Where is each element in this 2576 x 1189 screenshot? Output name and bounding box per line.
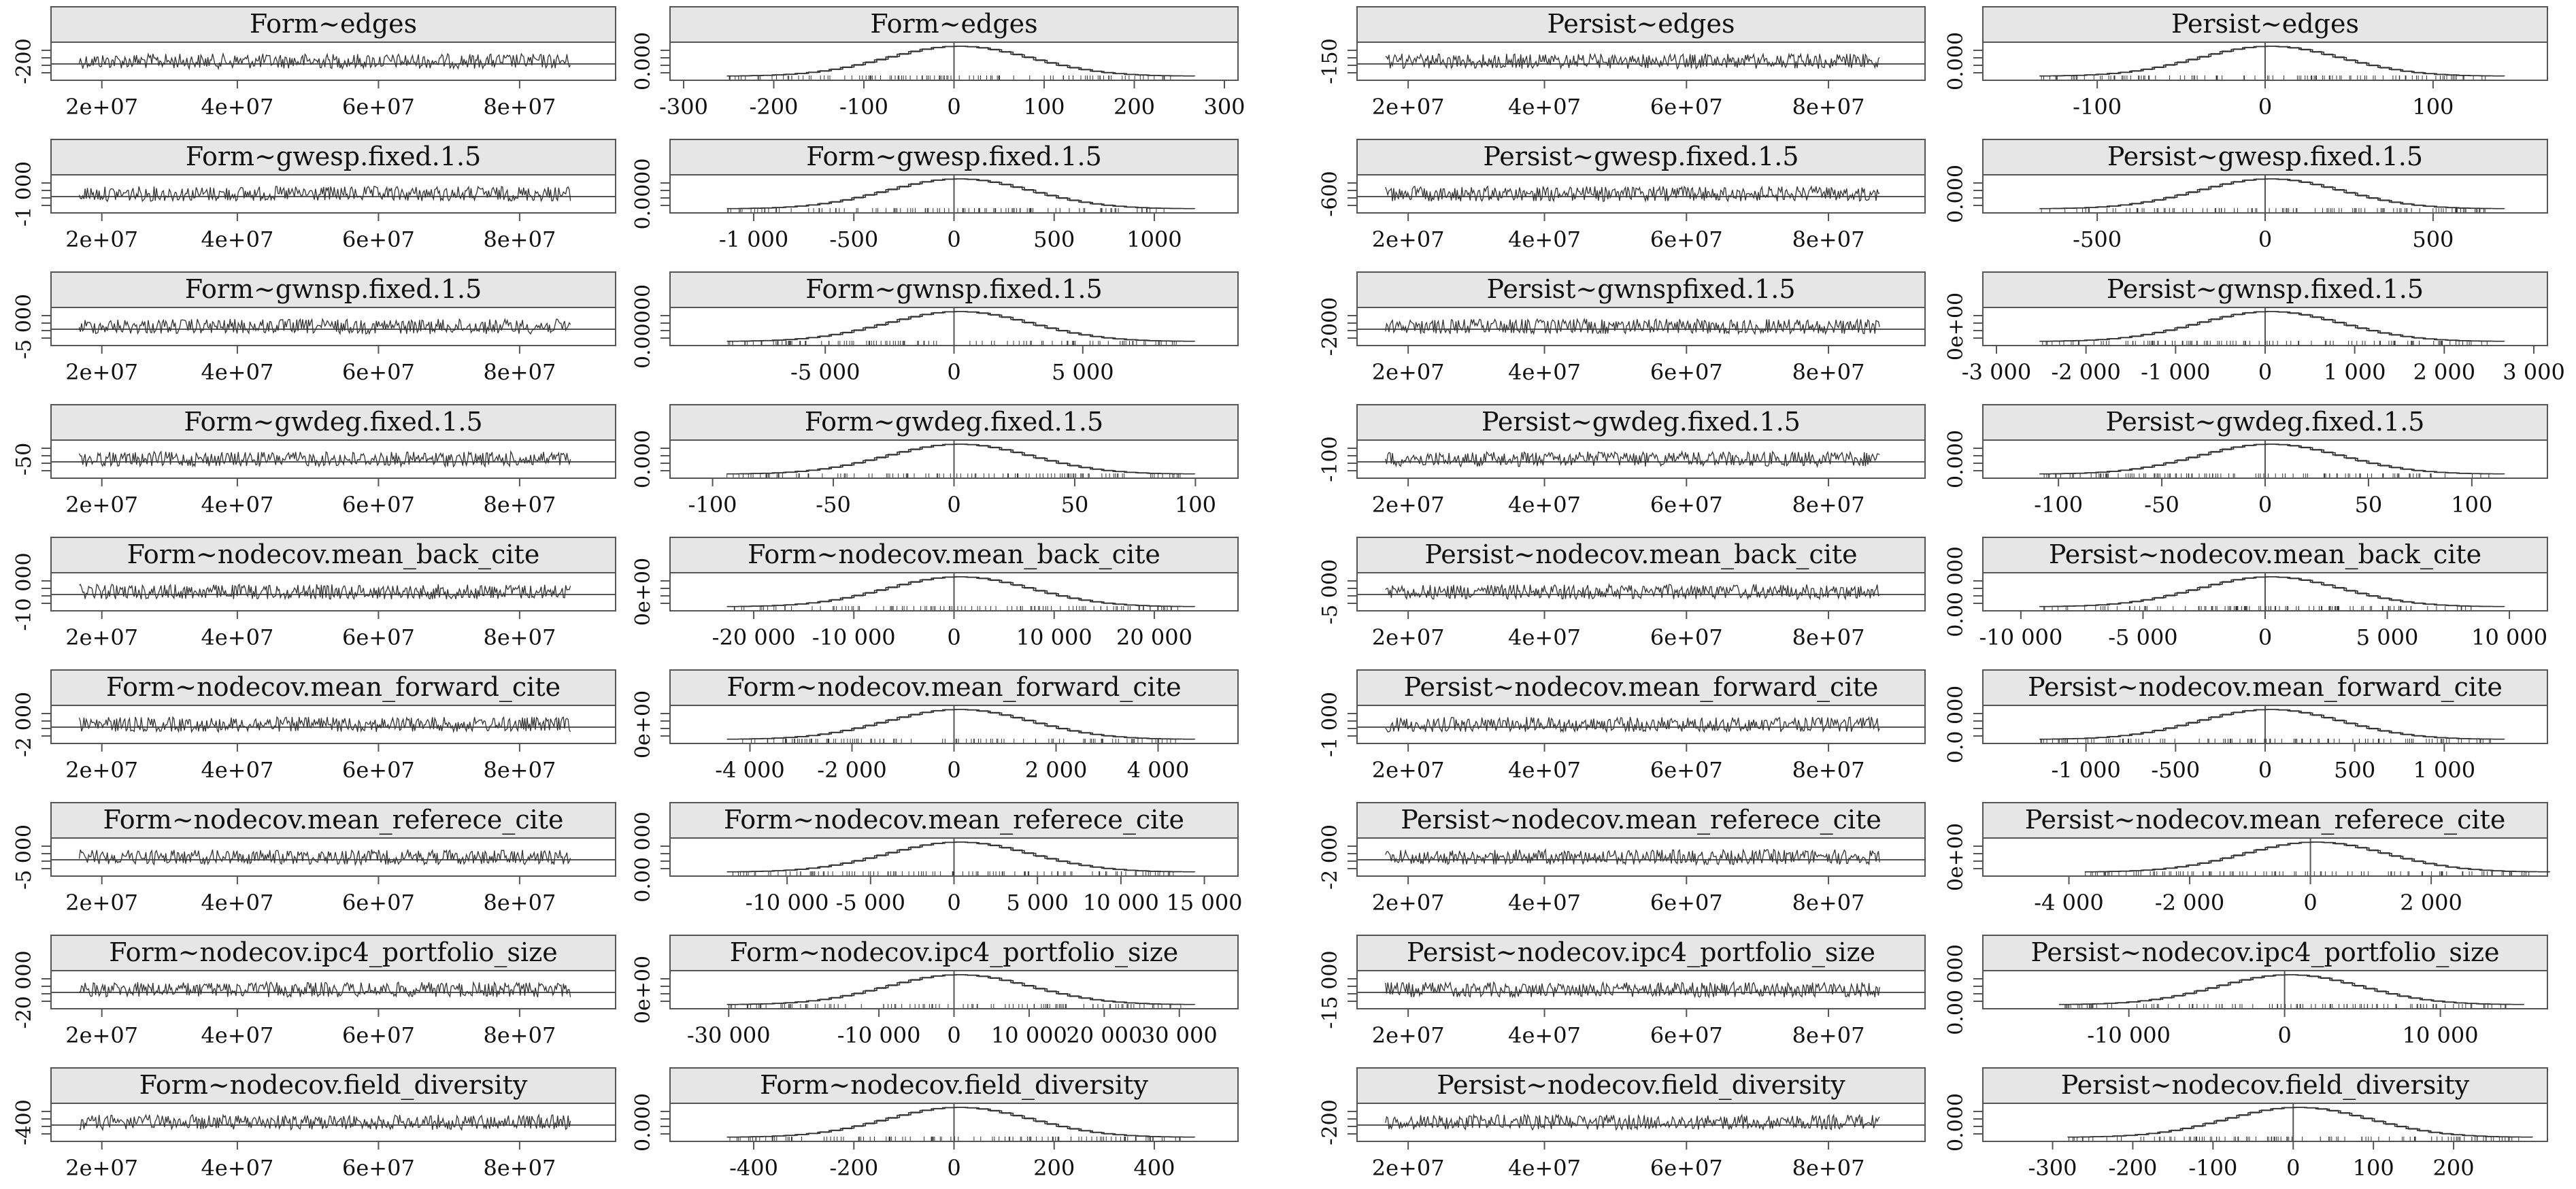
panel-title: Form~nodecov.mean_back_cite	[748, 539, 1160, 569]
x-tick-label: 400	[1133, 1155, 1175, 1181]
panel-title: Persist~gwesp.fixed.1.5	[1483, 141, 1799, 171]
x-tick-label: 6e+07	[1650, 624, 1723, 650]
density-plot	[1944, 803, 2549, 916]
y-tick-label: -150	[1318, 38, 1342, 84]
panel-title: Form~nodecov.field_diversity	[139, 1070, 528, 1100]
x-tick-label: 8e+07	[483, 624, 556, 650]
panel-row	[12, 139, 1238, 252]
x-tick-label: -500	[829, 227, 879, 252]
x-tick-label: 10 000	[1082, 890, 1159, 916]
panel-row	[1318, 670, 2547, 783]
x-tick-label: 10 000	[1016, 624, 1092, 650]
x-tick-label: 2e+07	[65, 757, 139, 783]
panel-title: Persist~gwnsp.fixed.1.5	[2106, 274, 2424, 304]
y-tick-label: 0.000	[1944, 165, 1968, 223]
x-tick-label: 4e+07	[1508, 1155, 1581, 1181]
x-tick-label: 1000	[1126, 227, 1182, 252]
panel-row	[1318, 935, 2547, 1048]
x-tick-label: 4e+07	[1508, 359, 1581, 385]
x-tick-label: 8e+07	[483, 359, 556, 385]
trace-plot	[1318, 139, 1925, 252]
x-tick-label: -5 000	[790, 359, 860, 385]
y-tick-label: -10 000	[12, 552, 36, 631]
x-tick-label: 2 000	[2400, 890, 2462, 916]
x-tick-label: -1 000	[718, 227, 789, 252]
x-tick-label: -500	[2073, 227, 2122, 252]
x-tick-label: 6e+07	[1650, 1022, 1723, 1048]
x-tick-label: 0	[947, 890, 961, 916]
x-tick-label: 30 000	[1141, 1022, 1218, 1048]
x-tick-label: -500	[2151, 757, 2201, 783]
panel-row	[12, 7, 1245, 120]
x-tick-label: 8e+07	[1792, 757, 1865, 783]
panel-row	[1318, 7, 2547, 120]
x-tick-label: 6e+07	[341, 1022, 415, 1048]
panel-title: Persist~nodecov.mean_back_cite	[2048, 539, 2482, 569]
x-tick-label: 6e+07	[1650, 94, 1723, 120]
x-tick-label: 300	[1203, 94, 1245, 120]
trace-plot	[1318, 803, 1925, 916]
panel-title: Persist~nodecov.mean_forward_cite	[1403, 672, 1879, 702]
panel-row	[12, 803, 1243, 916]
x-tick-label: 0	[947, 624, 961, 650]
x-tick-label: -5 000	[835, 890, 906, 916]
x-tick-label: 4e+07	[201, 94, 274, 120]
y-tick-label: 0.0 000	[1944, 685, 1968, 764]
y-tick-label: -1 000	[1318, 691, 1342, 758]
x-tick-label: 6e+07	[1650, 492, 1723, 518]
x-tick-label: 8e+07	[1792, 359, 1865, 385]
x-tick-label: 6e+07	[341, 757, 415, 783]
x-tick-label: -200	[2108, 1155, 2158, 1181]
x-tick-label: -100	[839, 94, 888, 120]
y-tick-label: -5 000	[12, 293, 36, 360]
trace-plot	[12, 7, 616, 120]
panel-title: Persist~nodecov.ipc4_portfolio_size	[2030, 937, 2500, 967]
x-tick-label: 4e+07	[1508, 227, 1581, 252]
trace-plot	[12, 1068, 616, 1181]
x-tick-label: -10 000	[745, 890, 829, 916]
x-tick-label: 1 000	[2323, 359, 2386, 385]
panel-title: Persist~edges	[2171, 9, 2359, 39]
y-tick-label: 0e+00	[631, 690, 655, 759]
panel-row	[1318, 803, 2549, 916]
x-tick-label: -30 000	[686, 1022, 771, 1048]
trace-plot	[12, 537, 616, 650]
x-tick-label: -10 000	[812, 624, 896, 650]
panel-title: Form~edges	[870, 9, 1038, 39]
panel-title: Form~nodecov.mean_back_cite	[127, 539, 540, 569]
density-plot	[631, 935, 1238, 1048]
density-plot	[1944, 139, 2547, 252]
x-tick-label: 50	[1060, 492, 1089, 518]
density-plot	[1944, 537, 2547, 650]
x-tick-label: 500	[2412, 227, 2454, 252]
x-tick-label: 20 000	[1116, 624, 1192, 650]
y-tick-label: -2 000	[1318, 824, 1342, 890]
x-tick-label: 0	[2258, 359, 2273, 385]
x-tick-label: 2e+07	[65, 1155, 139, 1181]
x-tick-label: -2 000	[2051, 359, 2121, 385]
x-tick-label: 5 000	[1051, 359, 1114, 385]
x-tick-label: -3 000	[1961, 359, 2032, 385]
x-tick-label: 4e+07	[1508, 94, 1581, 120]
panel-title: Form~nodecov.mean_forward_cite	[105, 672, 561, 702]
x-tick-label: 8e+07	[483, 890, 556, 916]
x-tick-label: 6e+07	[341, 1155, 415, 1181]
y-tick-label: 0e+00	[1944, 292, 1968, 361]
x-tick-label: 4e+07	[201, 1022, 274, 1048]
panel-title: Persist~nodecov.field_diversity	[2060, 1070, 2470, 1100]
y-tick-label: -15 000	[1318, 950, 1342, 1029]
x-tick-label: 500	[1033, 227, 1075, 252]
density-plot	[1944, 405, 2547, 518]
x-tick-label: -20 000	[712, 624, 796, 650]
x-tick-label: 6e+07	[1650, 890, 1723, 916]
x-tick-label: 2e+07	[1371, 359, 1445, 385]
x-tick-label: 8e+07	[1792, 1155, 1865, 1181]
x-tick-label: 4e+07	[201, 359, 274, 385]
x-tick-label: 20 000	[1066, 1022, 1143, 1048]
x-tick-label: 8e+07	[1792, 624, 1865, 650]
x-tick-label: -10 000	[1979, 624, 2063, 650]
x-tick-label: 15 000	[1166, 890, 1243, 916]
x-tick-label: -50	[2144, 492, 2179, 518]
x-tick-label: 2e+07	[1371, 624, 1445, 650]
panel-title: Persist~nodecov.field_diversity	[1437, 1070, 1845, 1100]
y-tick-label: 0.000	[631, 1093, 655, 1152]
x-tick-label: 4e+07	[201, 757, 274, 783]
panel-title: Persist~gwdeg.fixed.1.5	[2105, 407, 2425, 437]
x-tick-label: 2 000	[1024, 757, 1088, 783]
x-tick-label: 6e+07	[341, 94, 415, 120]
x-tick-label: 4e+07	[1508, 624, 1581, 650]
panel-title: Persist~nodecov.mean_referece_cite	[2024, 805, 2506, 835]
y-tick-label: -100	[1318, 436, 1342, 482]
panel-row	[1318, 139, 2547, 252]
x-tick-label: 2e+07	[65, 359, 139, 385]
y-tick-label: -2000	[1318, 297, 1342, 356]
x-tick-label: 0	[947, 94, 961, 120]
plot-frame	[1983, 838, 2547, 876]
trace-plot	[1318, 7, 1925, 120]
x-tick-label: 8e+07	[1792, 227, 1865, 252]
x-tick-label: 50	[2354, 492, 2383, 518]
panel-row	[12, 405, 1238, 518]
density-plot	[1944, 7, 2547, 120]
x-tick-label: -1 000	[2141, 359, 2211, 385]
x-tick-label: 0	[947, 492, 961, 518]
x-tick-label: -1 000	[2051, 757, 2121, 783]
panel-title: Form~nodecov.ipc4_portfolio_size	[729, 937, 1179, 967]
x-tick-label: 2e+07	[65, 624, 139, 650]
y-tick-label: -400	[12, 1099, 36, 1145]
plot-frame	[51, 838, 616, 876]
x-tick-label: 4e+07	[201, 1155, 274, 1181]
trace-plot	[1318, 537, 1925, 650]
density-plot	[631, 803, 1243, 916]
trace-plot	[12, 139, 616, 252]
trace-plot	[1318, 670, 1925, 783]
x-tick-label: 6e+07	[341, 890, 415, 916]
x-tick-label: 0	[2258, 227, 2273, 252]
x-tick-label: 8e+07	[1792, 94, 1865, 120]
panel-title: Form~edges	[249, 9, 418, 39]
x-tick-label: 6e+07	[341, 359, 415, 385]
x-tick-label: 4 000	[1126, 757, 1190, 783]
x-tick-label: 200	[1113, 94, 1156, 120]
x-tick-label: 8e+07	[483, 227, 556, 252]
x-tick-label: 4e+07	[1508, 890, 1581, 916]
panel-row	[12, 1068, 1238, 1181]
x-tick-label: 6e+07	[1650, 227, 1723, 252]
trace-plot	[12, 272, 616, 385]
density-plot	[1944, 272, 2565, 385]
x-tick-label: 8e+07	[483, 492, 556, 518]
panel-title: Persist~nodecov.ipc4_portfolio_size	[1406, 937, 1876, 967]
y-tick-label: 0.00000	[631, 284, 655, 369]
x-tick-label: -100	[2188, 1155, 2238, 1181]
x-tick-label: -4 000	[715, 757, 785, 783]
y-tick-label: -5 000	[12, 824, 36, 890]
x-tick-label: 2e+07	[1371, 1022, 1445, 1048]
x-tick-label: -5 000	[2108, 624, 2178, 650]
x-tick-label: -2 000	[2154, 890, 2225, 916]
x-tick-label: 100	[2412, 94, 2454, 120]
panel-title: Persist~gwesp.fixed.1.5	[2107, 141, 2424, 171]
x-tick-label: 2e+07	[65, 890, 139, 916]
panel-title: Form~nodecov.field_diversity	[760, 1070, 1148, 1100]
y-tick-label: -50	[12, 442, 36, 476]
density-plot	[631, 670, 1238, 783]
x-tick-label: 0	[2258, 624, 2273, 650]
y-tick-label: -2 000	[12, 691, 36, 758]
panel-row	[12, 272, 1238, 385]
x-tick-label: 4e+07	[1508, 757, 1581, 783]
panel-row	[12, 670, 1238, 783]
panel-title: Persist~nodecov.mean_back_cite	[1424, 539, 1858, 569]
x-tick-label: 100	[2352, 1155, 2394, 1181]
y-tick-label: 0.0000	[631, 158, 655, 230]
trace-plot	[1318, 935, 1925, 1048]
x-tick-label: 2e+07	[65, 492, 139, 518]
x-tick-label: -400	[729, 1155, 779, 1181]
x-tick-label: 0	[947, 359, 961, 385]
x-tick-label: 200	[2432, 1155, 2475, 1181]
plot-frame	[1357, 705, 1925, 743]
x-tick-label: 10 000	[2471, 624, 2548, 650]
y-tick-label: 0.00 000	[1944, 944, 1968, 1035]
density-plot	[631, 1068, 1238, 1181]
x-tick-label: 6e+07	[1650, 757, 1723, 783]
plot-frame	[1357, 838, 1925, 876]
x-tick-label: 6e+07	[341, 227, 415, 252]
density-plot	[631, 405, 1238, 518]
x-tick-label: 200	[1033, 1155, 1075, 1181]
trace-plot	[12, 670, 616, 783]
panel-title: Persist~nodecov.mean_forward_cite	[2028, 672, 2503, 702]
trace-plot	[1318, 1068, 1925, 1181]
y-tick-label: -600	[1318, 171, 1342, 217]
panel-row	[1318, 1068, 2547, 1181]
x-tick-label: 2e+07	[65, 94, 139, 120]
density-plot	[631, 139, 1238, 252]
y-tick-label: -1 000	[12, 161, 36, 227]
x-tick-label: 0	[947, 1022, 961, 1048]
x-tick-label: -2 000	[817, 757, 887, 783]
x-tick-label: -4 000	[2034, 890, 2104, 916]
x-tick-label: 2e+07	[65, 227, 139, 252]
x-tick-label: 0	[947, 1155, 961, 1181]
density-plot	[1944, 1068, 2547, 1181]
panel-title: Form~gwesp.fixed.1.5	[806, 141, 1102, 171]
x-tick-label: 4e+07	[201, 624, 274, 650]
x-tick-label: -200	[749, 94, 799, 120]
x-tick-label: 0	[947, 227, 961, 252]
x-tick-label: 0	[2277, 1022, 2292, 1048]
x-tick-label: 0	[947, 757, 961, 783]
x-tick-label: 6e+07	[1650, 1155, 1723, 1181]
panel-row	[1318, 405, 2547, 518]
x-tick-label: 2e+07	[1371, 492, 1445, 518]
x-tick-label: 100	[1174, 492, 1216, 518]
y-tick-label: 0e+00	[1944, 822, 1968, 892]
density-plot	[631, 7, 1245, 120]
x-tick-label: 1 000	[2413, 757, 2476, 783]
density-plot	[631, 537, 1238, 650]
panel-row	[1318, 272, 2565, 385]
x-tick-label: 8e+07	[483, 1155, 556, 1181]
x-tick-label: 0	[2258, 757, 2273, 783]
x-tick-label: 8e+07	[1792, 890, 1865, 916]
x-tick-label: 2e+07	[1371, 757, 1445, 783]
x-tick-label: -100	[2034, 492, 2084, 518]
x-tick-label: 8e+07	[1792, 492, 1865, 518]
y-tick-label: -200	[1318, 1099, 1342, 1145]
x-tick-label: 4e+07	[201, 227, 274, 252]
x-tick-label: 0	[2286, 1155, 2301, 1181]
panel-title: Persist~edges	[1547, 9, 1735, 39]
y-tick-label: 0.000	[1944, 32, 1968, 90]
x-tick-label: -50	[816, 492, 851, 518]
y-tick-label: 0.000	[1944, 430, 1968, 488]
panel-row	[12, 537, 1238, 650]
y-tick-label: 0.000	[631, 430, 655, 488]
y-tick-label: 0.000	[1944, 1093, 1968, 1152]
x-tick-label: 500	[2334, 757, 2376, 783]
trace-plot	[1318, 405, 1925, 518]
trace-plot	[1318, 272, 1925, 385]
x-tick-label: 2e+07	[1371, 1155, 1445, 1181]
x-tick-label: -100	[688, 492, 737, 518]
x-tick-label: 2e+07	[1371, 94, 1445, 120]
panel-title: Form~gwnsp.fixed.1.5	[184, 274, 482, 304]
panel-title: Form~gwesp.fixed.1.5	[185, 141, 482, 171]
y-tick-label: 0e+00	[631, 955, 655, 1024]
x-tick-label: 2e+07	[1371, 890, 1445, 916]
x-tick-label: 5 000	[2356, 624, 2419, 650]
x-tick-label: 10 000	[2402, 1022, 2479, 1048]
x-tick-label: -10 000	[2087, 1022, 2171, 1048]
x-tick-label: -300	[2028, 1155, 2077, 1181]
x-tick-label: 6e+07	[341, 492, 415, 518]
trace-plot	[12, 803, 616, 916]
density-plot	[631, 272, 1238, 385]
panel-title: Form~gwnsp.fixed.1.5	[805, 274, 1103, 304]
x-tick-label: 8e+07	[1792, 1022, 1865, 1048]
panel-title: Form~nodecov.mean_forward_cite	[726, 672, 1182, 702]
x-tick-label: -10 000	[837, 1022, 921, 1048]
x-tick-label: 4e+07	[201, 890, 274, 916]
panel-row	[12, 935, 1238, 1048]
x-tick-label: -300	[659, 94, 708, 120]
x-tick-label: 2e+07	[1371, 227, 1445, 252]
x-tick-label: 4e+07	[1508, 1022, 1581, 1048]
x-tick-label: 0	[2258, 492, 2273, 518]
x-tick-label: 8e+07	[483, 94, 556, 120]
y-tick-label: 0.00 000	[631, 811, 655, 903]
x-tick-label: 3 000	[2503, 359, 2565, 385]
x-tick-label: 6e+07	[1650, 359, 1723, 385]
panel-title: Form~gwdeg.fixed.1.5	[184, 407, 483, 437]
panel-title: Form~nodecov.mean_referece_cite	[723, 805, 1185, 835]
panel-title: Persist~gwdeg.fixed.1.5	[1482, 407, 1801, 437]
trace-plot	[12, 405, 616, 518]
x-tick-label: 5 000	[1006, 890, 1069, 916]
y-tick-label: 0.00 000	[1944, 546, 1968, 637]
x-tick-label: 8e+07	[483, 757, 556, 783]
density-plot	[1944, 670, 2547, 783]
y-tick-label: 0e+00	[631, 557, 655, 626]
density-plot	[1944, 935, 2547, 1048]
panel-title: Form~nodecov.ipc4_portfolio_size	[109, 937, 558, 967]
panel-row	[1318, 537, 2547, 650]
x-tick-label: 4e+07	[1508, 492, 1581, 518]
y-tick-label: -200	[12, 38, 36, 84]
x-tick-label: 10 000	[990, 1022, 1067, 1048]
y-tick-label: -20 000	[12, 950, 36, 1029]
panel-title: Persist~gwnspfixed.1.5	[1486, 274, 1796, 304]
panel-title: Form~gwdeg.fixed.1.5	[804, 407, 1104, 437]
x-tick-label: 0	[2303, 890, 2318, 916]
panel-title: Form~nodecov.mean_referece_cite	[103, 805, 564, 835]
x-tick-label: 100	[1023, 94, 1065, 120]
panel-title: Persist~nodecov.mean_referece_cite	[1401, 805, 1881, 835]
x-tick-label: 6e+07	[341, 624, 415, 650]
x-tick-label: -200	[829, 1155, 879, 1181]
x-tick-label: 8e+07	[483, 1022, 556, 1048]
x-tick-label: 0	[2258, 94, 2273, 120]
y-tick-label: -5 000	[1318, 558, 1342, 625]
trace-plot	[12, 935, 616, 1048]
y-tick-label: 0.000	[631, 32, 655, 90]
x-tick-label: 2e+07	[65, 1022, 139, 1048]
x-tick-label: 2 000	[2413, 359, 2476, 385]
x-tick-label: 100	[2451, 492, 2493, 518]
x-tick-label: 4e+07	[201, 492, 274, 518]
x-tick-label: -100	[2073, 94, 2122, 120]
